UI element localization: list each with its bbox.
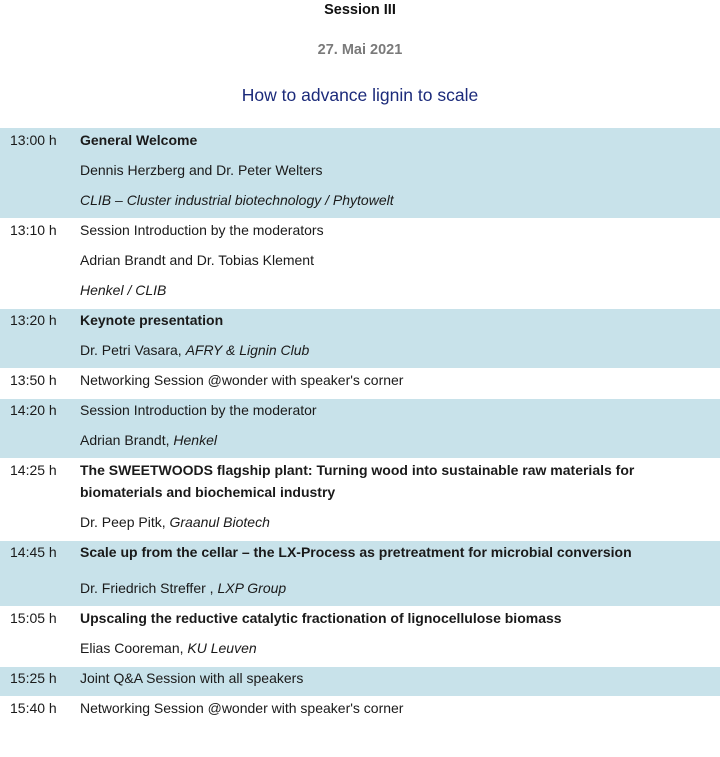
agenda-time: 14:45 h xyxy=(10,544,57,560)
agenda-title: Keynote presentation xyxy=(80,312,224,328)
row-divider xyxy=(0,368,720,369)
session-title: Session III xyxy=(324,2,396,18)
session-subtitle: How to advance lignin to scale xyxy=(241,85,479,105)
agenda-title: Upscaling the reductive catalytic fractionation of lignocellulose biomass xyxy=(80,610,562,626)
agenda-time: 15:05 h xyxy=(10,610,57,626)
speaker-name: Dr. Peep Pitk, xyxy=(80,514,166,530)
agenda-time: 14:25 h xyxy=(10,462,57,478)
agenda-row xyxy=(0,368,720,398)
agenda-row xyxy=(0,398,720,458)
agenda-row xyxy=(0,308,720,368)
speaker-org: AFRY & Lignin Club xyxy=(185,342,310,358)
speaker-org: LXP Group xyxy=(217,580,287,596)
agenda-row xyxy=(0,540,720,606)
agenda-affiliation: Henkel / CLIB xyxy=(80,282,167,298)
agenda-speaker xyxy=(80,342,309,358)
speaker-name: Dr. Friedrich Streffer , xyxy=(80,580,214,596)
speaker-org: Graanul Biotech xyxy=(169,514,270,530)
agenda-time: 13:50 h xyxy=(10,372,57,388)
agenda-time: 13:00 h xyxy=(10,132,57,148)
agenda-title-line: biomaterials and biochemical industry xyxy=(80,484,336,500)
agenda-speaker xyxy=(80,580,286,596)
agenda-affiliation: CLIB – Cluster industrial biotechnology / Phytowelt xyxy=(80,192,394,208)
agenda-row xyxy=(0,606,720,666)
agenda-time: 15:25 h xyxy=(10,670,57,686)
row-divider xyxy=(0,218,720,219)
row-divider xyxy=(0,606,720,607)
row-divider xyxy=(0,308,720,309)
row-divider xyxy=(0,696,720,697)
speaker-name: Adrian Brandt, xyxy=(80,432,170,448)
agenda-row xyxy=(0,696,720,726)
agenda-row xyxy=(0,128,720,218)
agenda-time: 15:40 h xyxy=(10,700,57,716)
row-divider xyxy=(0,666,720,667)
agenda-title: Networking Session @wonder with speaker's corner xyxy=(80,700,404,716)
agenda-row xyxy=(0,666,720,696)
session-date: 27. Mai 2021 xyxy=(317,42,403,58)
speaker-name: Dr. Petri Vasara, xyxy=(80,342,182,358)
agenda-title: General Welcome xyxy=(80,132,198,148)
agenda-speakers: Dennis Herzberg and Dr. Peter Welters xyxy=(80,162,323,178)
agenda-title: Scale up from the cellar – the LX-Process as pretreatment for microbial conversion xyxy=(80,544,632,560)
row-divider xyxy=(0,458,720,459)
agenda-speaker xyxy=(80,432,217,448)
speaker-org: KU Leuven xyxy=(187,640,257,656)
agenda-time: 13:20 h xyxy=(10,312,57,328)
agenda-title: Session Introduction by the moderator xyxy=(80,402,317,418)
row-divider xyxy=(0,540,720,541)
agenda-time: 13:10 h xyxy=(10,222,57,238)
agenda-title-line: The SWEETWOODS flagship plant: Turning wood into sustainable raw materials for xyxy=(80,462,635,478)
agenda-title: Joint Q&A Session with all speakers xyxy=(80,670,304,686)
row-divider xyxy=(0,398,720,399)
agenda-row xyxy=(0,458,720,540)
agenda-title: Networking Session @wonder with speaker's corner xyxy=(80,372,404,388)
agenda-title: Session Introduction by the moderators xyxy=(80,222,324,238)
speaker-name: Elias Cooreman, xyxy=(80,640,184,656)
agenda-speaker xyxy=(80,640,257,656)
agenda-time: 14:20 h xyxy=(10,402,57,418)
agenda-speaker xyxy=(80,514,270,530)
speaker-org: Henkel xyxy=(173,432,217,448)
agenda-row xyxy=(0,218,720,308)
agenda-speakers: Adrian Brandt and Dr. Tobias Klement xyxy=(80,252,314,268)
